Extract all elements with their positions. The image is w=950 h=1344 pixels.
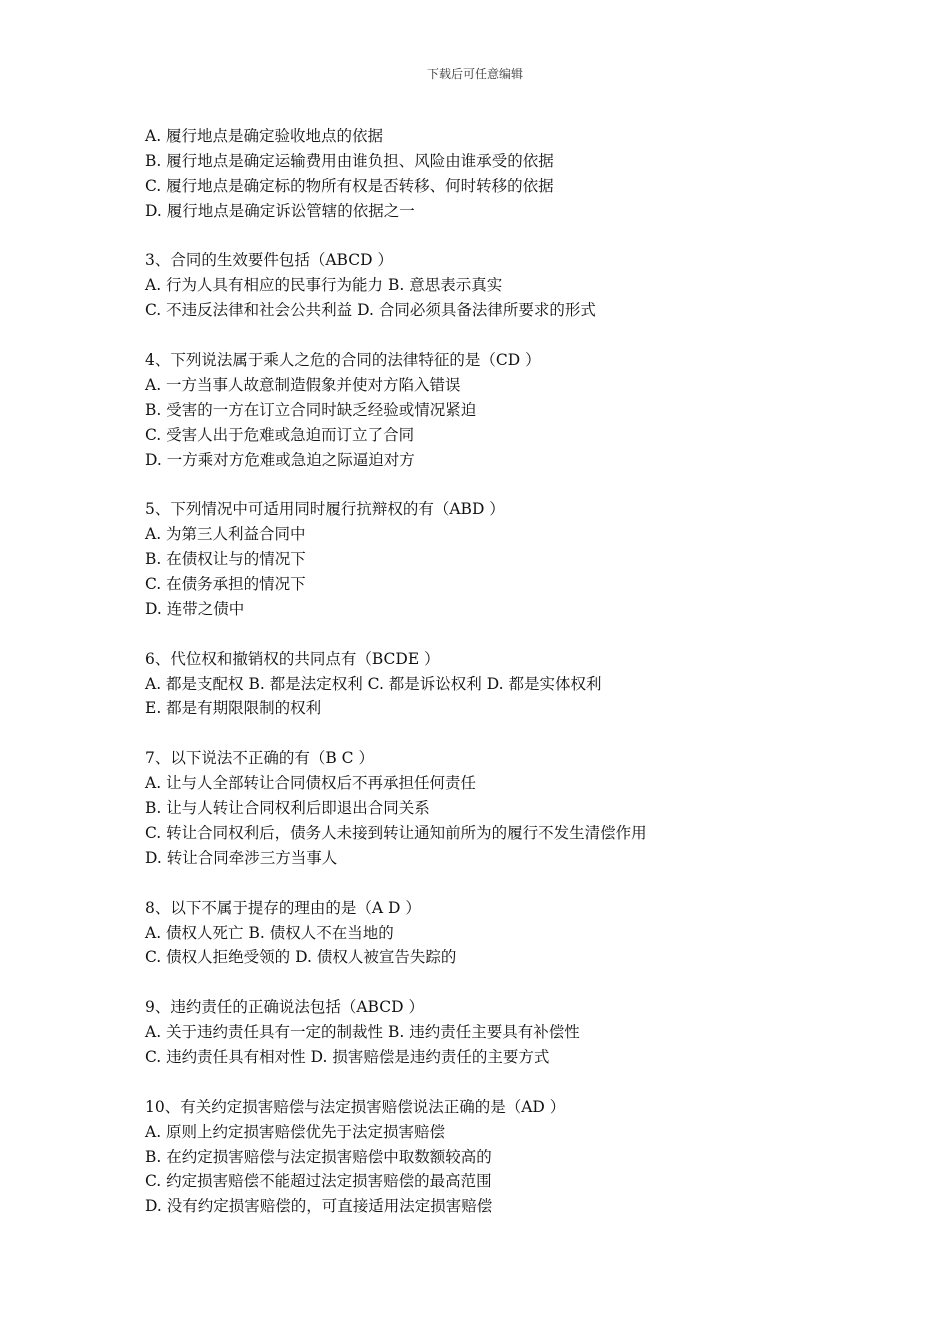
option-line: C. 债权人拒绝受领的 D. 债权人被宣告失踪的: [145, 948, 457, 967]
question-text: 3、合同的生效要件包括（ABCD ）: [145, 251, 393, 270]
question-text: 6、代位权和撤销权的共同点有（BCDE ）: [145, 649, 440, 668]
question-4: [145, 348, 845, 472]
option-line: A. 为第三人利益合同中: [145, 525, 306, 544]
option-line: D. 履行地点是确定诉讼管辖的依据之一: [145, 201, 415, 220]
option-line: C. 转让合同权利后，债务人未接到转让通知前所为的履行不发生清偿作用: [145, 823, 647, 842]
question-text: 9、违约责任的正确说法包括（ABCD ）: [145, 998, 424, 1017]
option-line: D. 连带之债中: [145, 599, 245, 618]
option-line: A. 履行地点是确定验收地点的依据: [145, 127, 384, 145]
question-7: [145, 746, 845, 870]
question-text: 7、以下说法不正确的有（B C ）: [145, 749, 374, 768]
question-text: 8、以下不属于提存的理由的是（A D ）: [145, 898, 421, 917]
option-line: B. 受害的一方在订立合同时缺乏经验或情况紧迫: [145, 400, 477, 419]
option-line: C. 违约责任具有相对性 D. 损害赔偿是违约责任的主要方式: [145, 1047, 550, 1066]
option-line: C. 履行地点是确定标的物所有权是否转移、何时转移的依据: [145, 176, 554, 195]
option-line: D. 转让合同牵涉三方当事人: [145, 848, 338, 867]
question-6: [145, 647, 845, 722]
option-line: A. 债权人死亡 B. 债权人不在当地的: [145, 923, 394, 942]
question-3: [145, 248, 845, 323]
option-line: D. 没有约定损害赔偿的，可直接适用法定损害赔偿: [145, 1197, 493, 1216]
option-line: A. 关于违约责任具有一定的制裁性 B. 违约责任主要具有补偿性: [145, 1023, 580, 1042]
option-line: D. 一方乘对方危难或急迫之际逼迫对方: [145, 450, 415, 469]
question-text: 10、有关约定损害赔偿与法定损害赔偿说法正确的是（AD ）: [145, 1097, 566, 1116]
question-10: [145, 1095, 845, 1219]
option-line: A. 原则上约定损害赔偿优先于法定损害赔偿: [145, 1122, 446, 1141]
option-line: A. 一方当事人故意制造假象并使对方陷入错误: [145, 375, 461, 394]
option-line: A. 行为人具有相应的民事行为能力 B. 意思表示真实: [145, 276, 503, 295]
question-8: [145, 896, 845, 971]
option-line: C. 受害人出于危难或急迫而订立了合同: [145, 425, 415, 444]
option-line: B. 让与人转让合同权利后即退出合同关系: [145, 799, 430, 818]
option-line: C. 不违反法律和社会公共利益 D. 合同必须具备法律所要求的形式: [145, 301, 596, 320]
question-text: 5、下列情况中可适用同时履行抗辩权的有（ABD ）: [145, 500, 505, 519]
option-line: B. 履行地点是确定运输费用由谁负担、风险由谁承受的依据: [145, 151, 554, 170]
document-body: [145, 124, 845, 1219]
option-line: A. 都是支配权 B. 都是法定权利 C. 都是诉讼权利 D. 都是实体权利: [145, 674, 602, 693]
option-line: B. 在债权让与的情况下: [145, 550, 306, 569]
option-line: A. 让与人全部转让合同债权后不再承担任何责任: [145, 774, 477, 793]
option-line: B. 在约定损害赔偿与法定损害赔偿中取数额较高的: [145, 1147, 492, 1166]
option-line: C. 在债务承担的情况下: [145, 575, 306, 594]
option-line: E. 都是有期限限制的权利: [145, 699, 322, 718]
intro-option-block: [145, 124, 845, 224]
option-line: C. 约定损害赔偿不能超过法定损害赔偿的最高范围: [145, 1172, 492, 1191]
question-5: [145, 497, 845, 621]
page-header: 下载后可任意编辑: [426, 67, 523, 81]
question-text: 4、下列说法属于乘人之危的合同的法律特征的是（CD ）: [145, 351, 541, 370]
question-9: [145, 995, 845, 1070]
